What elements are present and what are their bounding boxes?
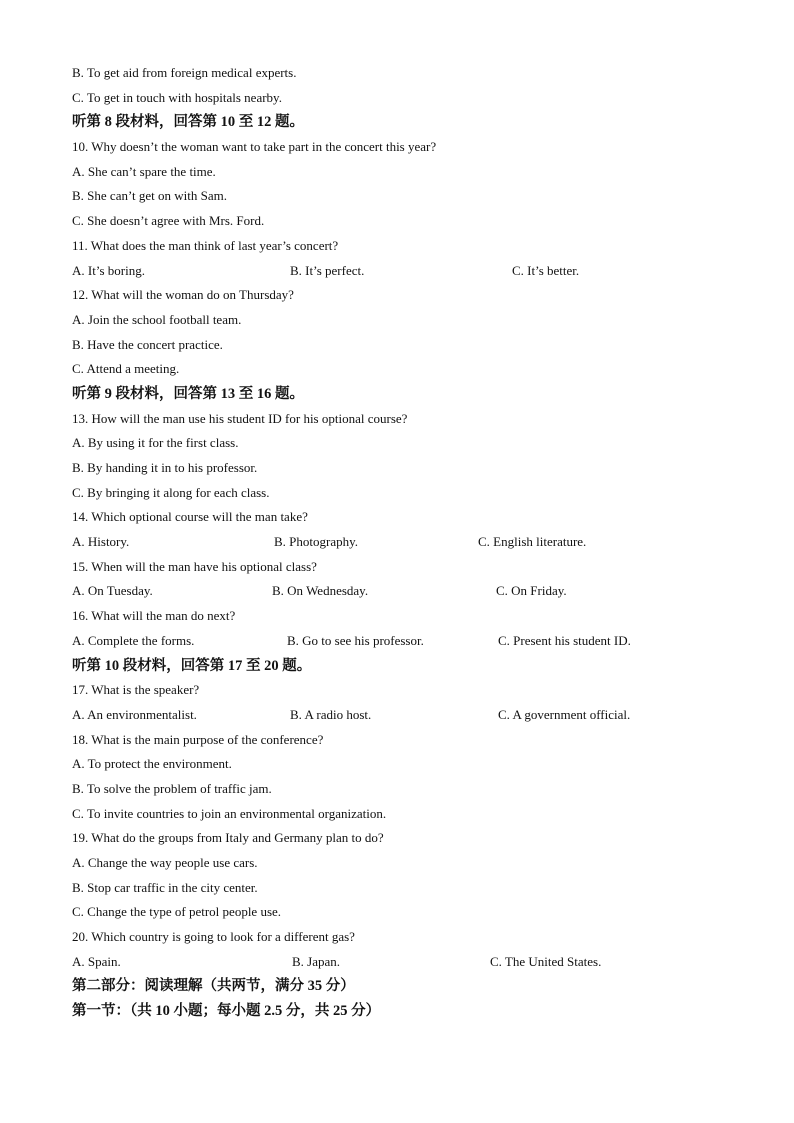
exam-content: [72, 61, 732, 1024]
option-c: C. On Friday.: [496, 583, 567, 599]
option-line: A. By using it for the first class.: [72, 435, 239, 451]
option-line: C. To invite countries to join an environmental organization.: [72, 805, 387, 821]
option-b: B. Photography.: [274, 534, 359, 550]
section-one-heading: 第一节：（共 10 小题；每小题 2.5 分，共 25 分）: [72, 1003, 381, 1020]
options-row: [72, 629, 732, 654]
question-10: 10. Why doesn’t the woman want to take part in the concert this year?: [72, 139, 437, 155]
option-line: A. Change the way people use cars.: [72, 855, 258, 870]
option-line: B. Have the concert practice.: [72, 336, 223, 352]
option-a: A. It’s boring.: [72, 262, 145, 278]
option-c: C. Present his student ID.: [498, 632, 631, 648]
option-line: B. To get aid from foreign medical experts.: [72, 65, 297, 80]
option-c: C. The United States.: [490, 953, 602, 969]
section-heading-10: 听第 10 段材料，回答第 17 至 20 题。: [72, 657, 312, 674]
option-line: A. Join the school football team.: [72, 311, 242, 327]
option-line: C. Attend a meeting.: [72, 361, 180, 377]
option-a: A. On Tuesday.: [72, 583, 153, 599]
option-c: C. It’s better.: [512, 262, 580, 278]
options-row: [72, 259, 732, 284]
question-17: 17. What is the speaker?: [72, 682, 200, 698]
question-14: 14. Which optional course will the man take?: [72, 509, 308, 525]
question-19: 19. What do the groups from Italy and Germany plan to do?: [72, 830, 384, 846]
option-b: B. It’s perfect.: [290, 262, 365, 278]
option-a: A. Spain.: [72, 953, 121, 969]
option-line: C. Change the type of petrol people use.: [72, 904, 282, 920]
option-line: B. She can’t get on with Sam.: [72, 188, 228, 204]
options-row: [72, 703, 732, 728]
option-a: A. Complete the forms.: [72, 632, 195, 648]
option-line: C. To get in touch with hospitals nearby.: [72, 89, 282, 105]
option-line: C. She doesn’t agree with Mrs. Ford.: [72, 213, 265, 229]
question-11: 11. What does the man think of last year’s concert?: [72, 237, 339, 253]
option-b: B. A radio host.: [290, 706, 372, 722]
question-20: 20. Which country is going to look for a different gas?: [72, 929, 355, 945]
question-13: 13. How will the man use his student ID for his optional course?: [72, 410, 408, 426]
option-a: A. History.: [72, 534, 130, 550]
question-16: 16. What will the man do next?: [72, 608, 236, 624]
question-15: 15. When will the man have his optional class?: [72, 558, 317, 574]
option-a: A. An environmentalist.: [72, 706, 197, 722]
option-line: B. To solve the problem of traffic jam.: [72, 780, 272, 796]
question-12: 12. What will the woman do on Thursday?: [72, 287, 294, 303]
section-heading-9: 听第 9 段材料，回答第 13 至 16 题。: [72, 385, 304, 402]
option-line: B. By handing it in to his professor.: [72, 460, 258, 475]
options-row: [72, 950, 732, 975]
option-b: B. Go to see his professor.: [287, 632, 424, 648]
option-line: A. To protect the environment.: [72, 756, 232, 772]
option-b: B. On Wednesday.: [272, 583, 369, 599]
section-heading-8: 听第 8 段材料，回答第 10 至 12 题。: [72, 114, 304, 131]
options-row: [72, 530, 732, 555]
question-18: 18. What is the main purpose of the conference?: [72, 731, 324, 747]
option-line: C. By bringing it along for each class.: [72, 484, 270, 500]
option-line: B. Stop car traffic in the city center.: [72, 879, 258, 895]
option-line: A. She can’t spare the time.: [72, 163, 216, 179]
option-c: C. English literature.: [478, 534, 587, 550]
option-b: B. Japan.: [292, 953, 341, 969]
option-c: C. A government official.: [498, 706, 631, 722]
options-row: [72, 579, 732, 604]
part-two-heading: 第二部分：阅读理解（共两节，满分 35 分）: [72, 978, 355, 995]
